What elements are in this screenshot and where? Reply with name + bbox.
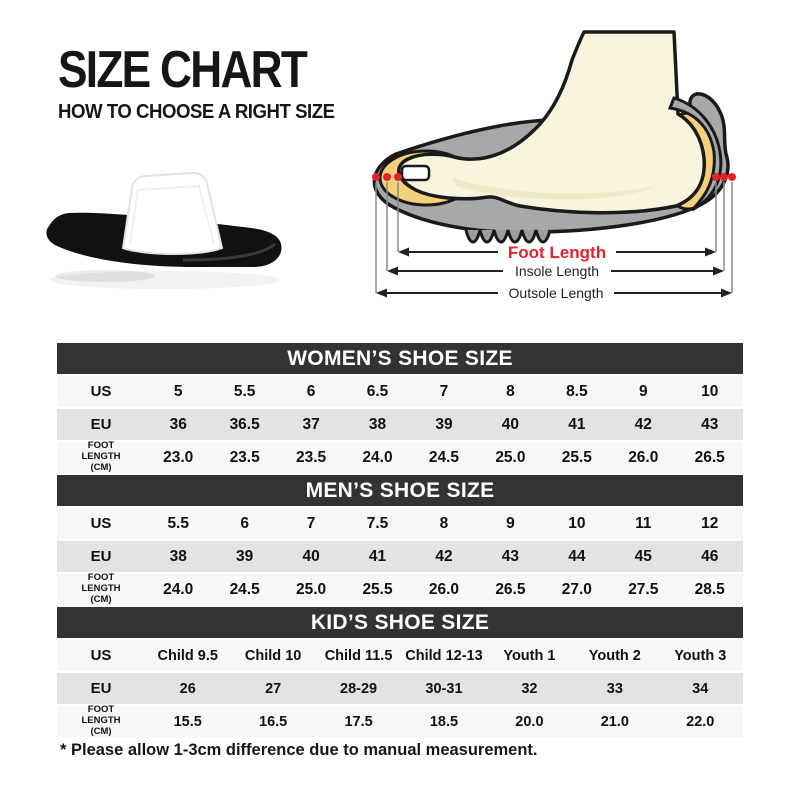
size-value: 16.5: [259, 713, 288, 730]
table-title: KID’S SHOE SIZE: [57, 607, 743, 638]
size-value: 8.5: [566, 382, 588, 400]
size-value: 41: [568, 415, 586, 433]
foot-diagram-icon: [358, 26, 750, 320]
size-value: 27.0: [561, 580, 592, 598]
size-tables: [57, 343, 743, 739]
size-value: 23.5: [229, 448, 260, 466]
size-value: 36: [169, 415, 187, 433]
size-value: 5: [173, 382, 183, 400]
size-value: 41: [368, 547, 387, 565]
row-label: EU: [90, 548, 112, 565]
size-table: [57, 475, 743, 605]
table-row: [57, 541, 743, 572]
size-value: 15.5: [173, 713, 202, 730]
row-label: US: [90, 515, 112, 532]
size-value: 12: [701, 514, 719, 532]
size-value: 39: [435, 415, 453, 433]
size-value: 37: [302, 415, 320, 433]
size-value: 21.0: [600, 713, 629, 730]
size-value: 7.5: [366, 514, 389, 532]
size-value: Child 9.5: [157, 647, 218, 664]
size-value: 8: [506, 382, 515, 400]
size-value: 42: [634, 415, 652, 433]
size-value: 27.5: [628, 580, 659, 598]
size-value: 36.5: [229, 415, 260, 433]
size-value: 6.5: [366, 382, 389, 400]
row-label: FOOT LENGTH (CM): [81, 572, 121, 605]
measurement-footnote: * Please allow 1-3cm difference due to manual measurement.: [60, 740, 538, 759]
insole-length-label: Insole Length: [514, 263, 600, 279]
size-value: 5.5: [233, 382, 256, 400]
size-value: 24.5: [229, 580, 260, 598]
size-value: 17.5: [344, 713, 373, 730]
size-value: 25.0: [296, 580, 327, 598]
slide-sandal-icon: [35, 148, 297, 300]
table-row: [57, 508, 743, 539]
size-value: 26.0: [628, 448, 659, 466]
foot-length-label: Foot Length: [507, 243, 607, 262]
size-table: [57, 343, 743, 473]
table-title: WOMEN’S SHOE SIZE: [57, 343, 743, 374]
size-value: Youth 1: [503, 647, 556, 664]
row-label: US: [90, 383, 112, 400]
row-label: FOOT LENGTH (CM): [81, 440, 121, 473]
size-value: 43: [701, 415, 719, 433]
table-row: [57, 673, 743, 704]
size-value: Youth 3: [674, 647, 727, 664]
size-value: 5.5: [167, 514, 189, 532]
page-title: SIZE CHART: [58, 41, 307, 99]
size-value: 23.0: [163, 448, 194, 466]
table-row: [57, 706, 743, 737]
size-value: 6: [240, 514, 249, 532]
size-table: [57, 607, 743, 737]
size-value: 28.5: [694, 580, 725, 598]
size-value: 9: [506, 514, 515, 532]
size-value: 39: [236, 547, 254, 565]
row-label: FOOT LENGTH (CM): [81, 704, 121, 737]
size-value: 11: [635, 514, 652, 532]
table-row: [57, 409, 743, 440]
size-value: 38: [169, 547, 187, 565]
size-value: 26.0: [428, 580, 460, 598]
size-value: 26.5: [495, 580, 526, 598]
size-value: 25.5: [362, 580, 393, 598]
row-label: US: [90, 647, 112, 664]
size-value: 40: [302, 547, 320, 565]
size-value: Child 10: [244, 647, 302, 664]
outsole-length-label: Outsole Length: [508, 285, 604, 301]
size-value: 24.5: [428, 448, 460, 466]
table-row: [57, 640, 743, 671]
size-value: 40: [501, 415, 520, 433]
size-value: 28-29: [340, 680, 378, 697]
size-value: 26.5: [694, 448, 725, 466]
size-value: 45: [634, 547, 652, 565]
size-value: 38: [368, 415, 387, 433]
size-value: 42: [435, 547, 453, 565]
size-value: 8: [439, 514, 449, 532]
size-value: 7: [439, 382, 449, 400]
row-label: EU: [90, 680, 112, 697]
size-value: 33: [606, 680, 623, 697]
title-block: [58, 41, 378, 124]
size-value: 34: [692, 680, 709, 697]
size-value: 32: [521, 680, 538, 697]
foot-measurement-diagram: [358, 26, 750, 320]
row-label: EU: [90, 416, 112, 433]
size-value: 20.0: [515, 713, 544, 730]
size-value: 43: [501, 547, 520, 565]
size-value: 9: [638, 382, 648, 400]
size-value: 25.0: [495, 448, 526, 466]
size-value: 10: [568, 514, 586, 532]
size-value: 18.5: [429, 713, 459, 730]
size-value: 22.0: [686, 713, 715, 730]
table-row: [57, 442, 743, 473]
size-value: 24.0: [163, 580, 194, 598]
table-title: MEN’S SHOE SIZE: [57, 475, 743, 506]
size-value: 44: [568, 547, 586, 565]
size-value: 10: [701, 382, 719, 400]
size-value: 24.0: [362, 448, 393, 466]
table-row: [57, 574, 743, 605]
size-value: Child 11.5: [324, 647, 393, 664]
size-value: 6: [306, 382, 316, 400]
size-value: 27: [265, 680, 282, 697]
table-row: [57, 376, 743, 407]
page-subtitle: HOW TO CHOOSE A RIGHT SIZE: [58, 101, 335, 123]
size-value: 26: [179, 680, 196, 697]
size-value: 30-31: [425, 680, 463, 697]
size-value: Youth 2: [588, 647, 641, 664]
size-value: Child 12-13: [405, 647, 483, 664]
size-value: 23.5: [296, 448, 327, 466]
slide-sandal-illustration: [35, 148, 297, 300]
size-value: 46: [701, 547, 719, 565]
size-value: 25.5: [561, 448, 592, 466]
size-value: 7: [306, 514, 316, 532]
